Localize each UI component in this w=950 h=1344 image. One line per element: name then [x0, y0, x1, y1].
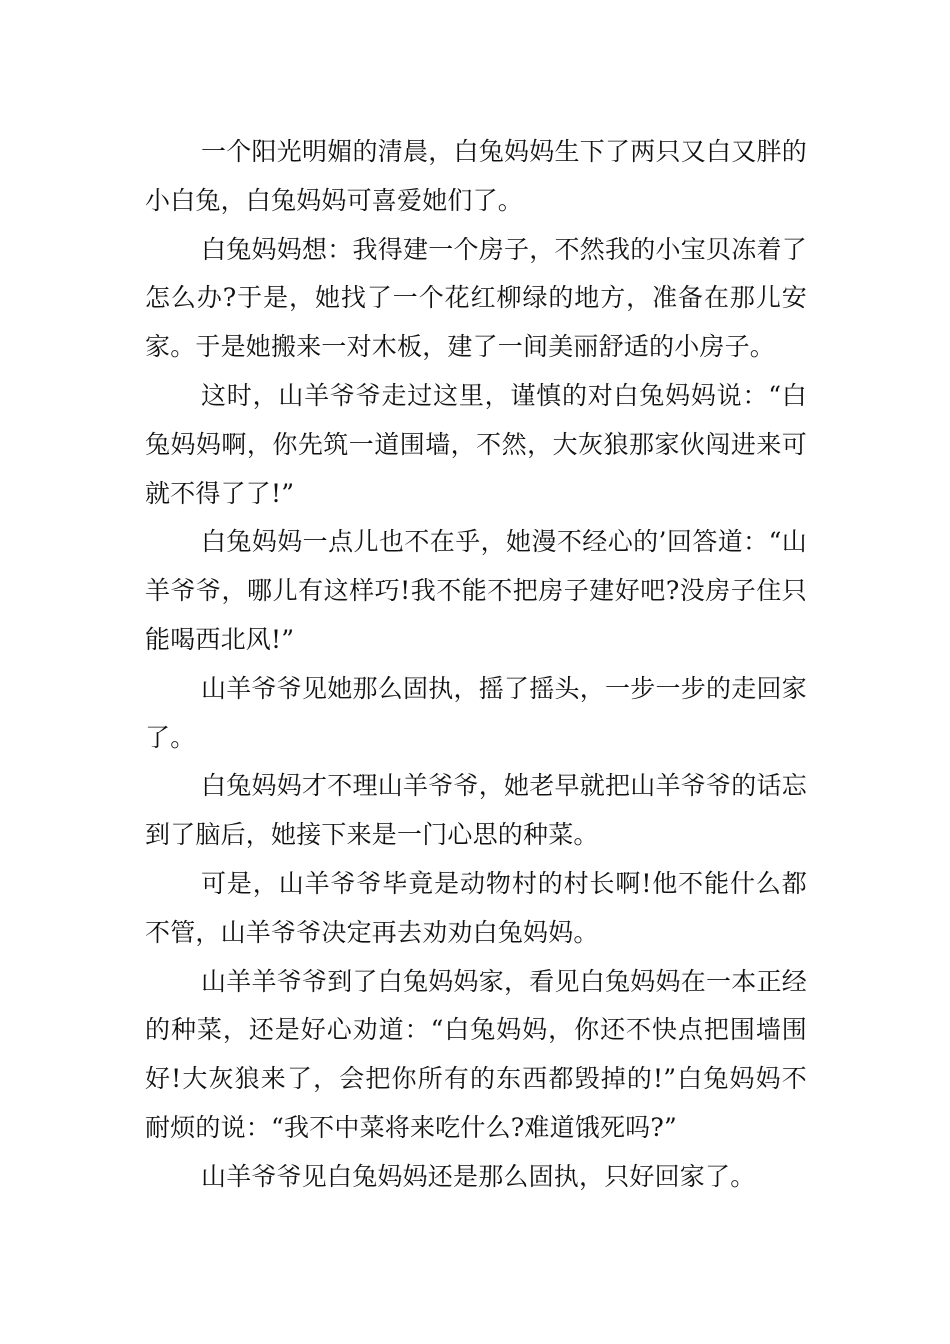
paragraph-3: 这时，山羊爷爷走过这里，谨慎的对白兔妈妈说：“白兔妈妈啊，你先筑一道围墙，不然，大灰狼那家伙闯进来可就不得了了!” [145, 380, 807, 508]
paragraph-6: 白兔妈妈才不理山羊爷爷，她老早就把山羊爷爷的话忘到了脑后，她接下来是一门心思的种菜。 [145, 771, 807, 850]
document-body [145, 128, 807, 1202]
paragraph-7: 可是，山羊爷爷毕竟是动物村的村长啊!他不能什么都不管，山羊爷爷决定再去劝劝白兔妈妈。 [145, 868, 807, 947]
paragraph-8: 山羊羊爷爷到了白兔妈妈家，看见白兔妈妈在一本正经的种菜，还是好心劝道：“白兔妈妈，你还不快点把围墙围好!大灰狼来了，会把你所有的东西都毁掉的!”白兔妈妈不耐烦的说：“我不中菜将来吃什么?难道饿死吗?” [145, 966, 807, 1142]
paragraph-1: 一个阳光明媚的清晨，白兔妈妈生下了两只又白又胖的小白兔，白兔妈妈可喜爱她们了。 [145, 137, 807, 215]
paragraph-5: 山羊爷爷见她那么固执，摇了摇头，一步一步的走回家了。 [145, 673, 807, 752]
paragraph-2: 白兔妈妈想：我得建一个房子，不然我的小宝贝冻着了怎么办?于是，她找了一个花红柳绿的地方，准备在那儿安家。于是她搬来一对木板，建了一间美丽舒适的小房子。 [145, 234, 807, 362]
paragraph-4: 白兔妈妈一点儿也不在乎，她漫不经心的’回答道：“山羊爷爷，哪儿有这样巧!我不能不把房子建好吧?没房子住只能喝西北风!” [145, 527, 807, 654]
paragraph-9: 山羊爷爷见白兔妈妈还是那么固执，只好回家了。 [201, 1161, 756, 1191]
